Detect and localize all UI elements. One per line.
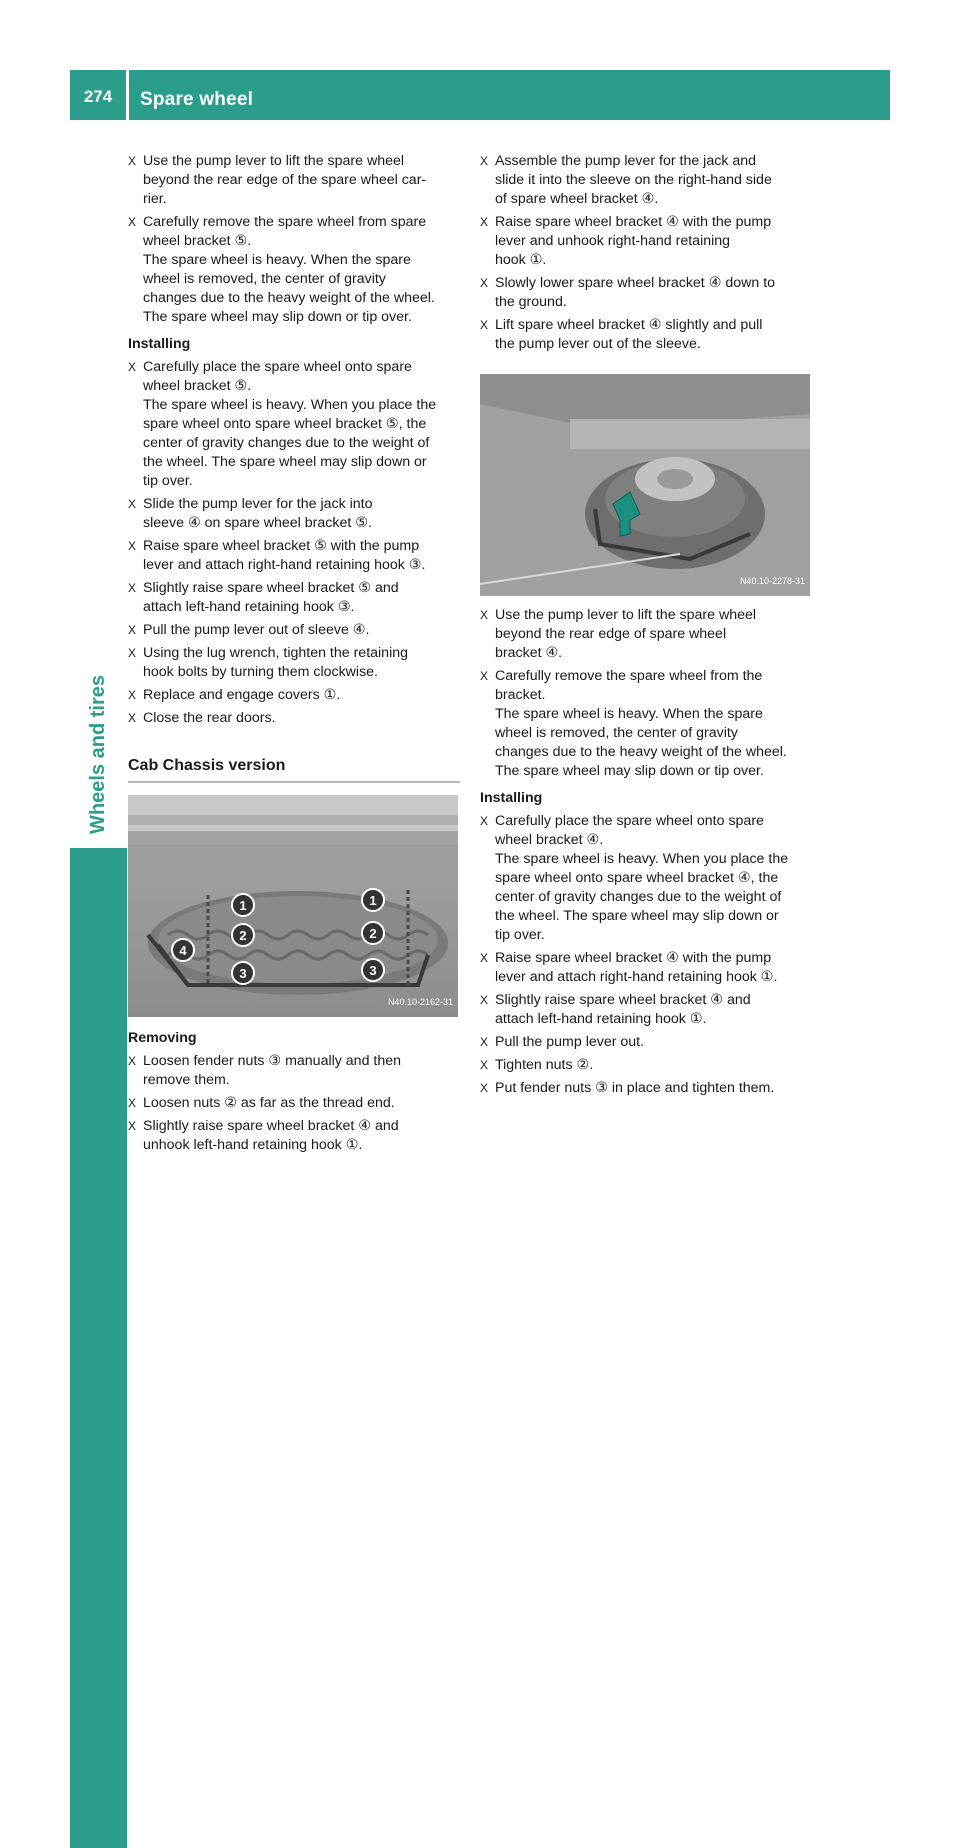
step-marker-icon: X bbox=[128, 1054, 137, 1068]
step-text-line: Carefully place the spare wheel onto spare bbox=[495, 813, 764, 829]
right-steps-1 bbox=[480, 152, 812, 354]
step-text-line: the wheel. The spare wheel may slip down or bbox=[143, 454, 427, 470]
step-marker-icon: X bbox=[480, 276, 489, 290]
instruction-step bbox=[480, 667, 812, 781]
step-text-line: wheel bracket ④. bbox=[495, 832, 604, 848]
right-steps-3 bbox=[480, 812, 812, 1098]
step-text-line: bracket. bbox=[495, 687, 546, 703]
installing-heading: Installing bbox=[480, 790, 543, 806]
step-text-line: attach left-hand retaining hook ③. bbox=[143, 599, 355, 615]
step-text-line: Slide the pump lever for the jack into bbox=[143, 496, 373, 512]
step-text-line: remove them. bbox=[143, 1072, 230, 1088]
step-text-line: hook bolts by turning them clockwise. bbox=[143, 664, 378, 680]
step-text-line: tip over. bbox=[143, 473, 193, 489]
step-marker-icon: X bbox=[128, 215, 137, 229]
figure-code: N40.10-2278-31 bbox=[739, 576, 805, 586]
step-text-line: spare wheel onto spare wheel bracket ④, the bbox=[495, 870, 779, 886]
instruction-step bbox=[128, 152, 460, 209]
instruction-step bbox=[128, 358, 460, 491]
instruction-step bbox=[480, 1079, 812, 1098]
step-text-line: Assemble the pump lever for the jack and bbox=[495, 153, 757, 169]
section-title: Spare wheel bbox=[140, 89, 254, 110]
step-text-line: Tighten nuts ②. bbox=[495, 1057, 594, 1073]
step-text-line: the wheel. The spare wheel may slip down or bbox=[495, 908, 779, 924]
installing-heading: Installing bbox=[128, 336, 191, 352]
step-text-line: hook ①. bbox=[495, 252, 547, 268]
callout-3-left bbox=[232, 962, 254, 984]
svg-text:4: 4 bbox=[179, 943, 187, 958]
step-text-line: of spare wheel bracket ④. bbox=[495, 191, 659, 207]
side-tab-label: Wheels and tires bbox=[87, 675, 109, 834]
step-text-line: Use the pump lever to lift the spare wheel bbox=[143, 153, 405, 169]
step-text-line: the ground. bbox=[495, 294, 567, 310]
step-text-line: lever and attach right-hand retaining hook ③. bbox=[143, 557, 426, 573]
van-spare-wheel-illustration bbox=[480, 374, 810, 596]
step-text-line: Close the rear doors. bbox=[143, 710, 276, 726]
step-text-line: center of gravity changes due to the weight of bbox=[495, 889, 782, 905]
step-text-line: The spare wheel is heavy. When you place the bbox=[495, 851, 789, 867]
instruction-step bbox=[128, 686, 460, 705]
step-text-line: Slightly raise spare wheel bracket ④ and bbox=[143, 1118, 399, 1134]
step-marker-icon: X bbox=[480, 993, 489, 1007]
svg-text:2: 2 bbox=[239, 928, 247, 943]
step-text-line: changes due to the heavy weight of the wheel. bbox=[143, 290, 435, 306]
step-text-line: Lift spare wheel bracket ④ slightly and pull bbox=[495, 317, 763, 333]
figure-code: N40.10-2162-31 bbox=[387, 997, 453, 1007]
callout-1-right bbox=[362, 889, 384, 911]
instruction-step bbox=[128, 621, 460, 640]
step-text-line: Carefully remove the spare wheel from spare bbox=[143, 214, 427, 230]
step-text-line: lever and attach right-hand retaining hook ①. bbox=[495, 969, 778, 985]
step-marker-icon: X bbox=[128, 646, 137, 660]
step-text-line: spare wheel onto spare wheel bracket ⑤, the bbox=[143, 416, 427, 432]
step-text-line: unhook left-hand retaining hook ①. bbox=[143, 1137, 363, 1153]
svg-text:2: 2 bbox=[369, 926, 377, 941]
step-text-line: changes due to the heavy weight of the wheel. bbox=[495, 744, 787, 760]
callout-3-right bbox=[362, 959, 384, 981]
step-marker-icon: X bbox=[128, 711, 137, 725]
step-text-line: rier. bbox=[143, 191, 167, 207]
callout-1-left bbox=[232, 894, 254, 916]
left-steps-3 bbox=[128, 1052, 460, 1155]
step-marker-icon: X bbox=[480, 318, 489, 332]
step-text-line: The spare wheel is heavy. When the spare bbox=[143, 252, 411, 268]
step-text-line: attach left-hand retaining hook ①. bbox=[495, 1011, 707, 1027]
svg-text:1: 1 bbox=[239, 898, 247, 913]
instruction-step bbox=[480, 1056, 812, 1075]
removing-heading: Removing bbox=[128, 1030, 197, 1046]
step-marker-icon: X bbox=[480, 1035, 489, 1049]
callout-4 bbox=[172, 939, 194, 961]
svg-text:3: 3 bbox=[239, 966, 247, 981]
step-text-line: Raise spare wheel bracket ④ with the pump bbox=[495, 950, 772, 966]
side-tab-block bbox=[70, 848, 127, 1848]
step-marker-icon: X bbox=[128, 154, 137, 168]
step-text-line: wheel is removed, the center of gravity bbox=[495, 725, 738, 741]
instruction-step bbox=[480, 1033, 812, 1052]
instruction-step bbox=[128, 644, 460, 682]
instruction-step bbox=[128, 1094, 460, 1113]
step-text-line: The spare wheel is heavy. When you place the bbox=[143, 397, 437, 413]
step-marker-icon: X bbox=[128, 539, 137, 553]
instruction-step bbox=[480, 949, 812, 987]
svg-text:3: 3 bbox=[369, 963, 377, 978]
step-text-line: slide it into the sleeve on the right-hand side bbox=[495, 172, 772, 188]
step-text-line: sleeve ④ on spare wheel bracket ⑤. bbox=[143, 515, 372, 531]
instruction-step bbox=[128, 709, 460, 728]
step-text-line: Use the pump lever to lift the spare wheel bbox=[495, 607, 757, 623]
step-text-line: center of gravity changes due to the weight of bbox=[143, 435, 430, 451]
step-marker-icon: X bbox=[128, 360, 137, 374]
left-steps-2 bbox=[128, 358, 460, 728]
step-marker-icon: X bbox=[480, 154, 489, 168]
step-marker-icon: X bbox=[128, 581, 137, 595]
callout-2-right bbox=[362, 922, 384, 944]
step-marker-icon: X bbox=[480, 608, 489, 622]
step-marker-icon: X bbox=[480, 951, 489, 965]
instruction-step bbox=[128, 537, 460, 575]
instruction-step bbox=[128, 213, 460, 327]
cab-chassis-heading: Cab Chassis version bbox=[128, 756, 460, 783]
step-text-line: Replace and engage covers ①. bbox=[143, 687, 341, 703]
instruction-step bbox=[480, 274, 812, 312]
instruction-step bbox=[128, 579, 460, 617]
step-text-line: Raise spare wheel bracket ④ with the pump bbox=[495, 214, 772, 230]
spare-wheel-lowered-image bbox=[480, 374, 810, 596]
step-marker-icon: X bbox=[128, 1119, 137, 1133]
right-steps-2 bbox=[480, 606, 812, 781]
step-text-line: Slightly raise spare wheel bracket ④ and bbox=[495, 992, 751, 1008]
left-steps-1 bbox=[128, 152, 460, 327]
step-text-line: the pump lever out of the sleeve. bbox=[495, 336, 701, 352]
cab-chassis-illustration bbox=[128, 795, 458, 1017]
instruction-step bbox=[480, 991, 812, 1029]
step-text-line: lever and unhook right-hand retaining bbox=[495, 233, 731, 249]
step-text-line: Slowly lower spare wheel bracket ④ down to bbox=[495, 275, 776, 291]
left-column bbox=[128, 152, 460, 1159]
step-marker-icon: X bbox=[480, 1081, 489, 1095]
step-text-line: beyond the rear edge of spare wheel bbox=[495, 626, 727, 642]
instruction-step bbox=[128, 1052, 460, 1090]
instruction-step bbox=[128, 495, 460, 533]
step-marker-icon: X bbox=[480, 215, 489, 229]
step-text-line: Pull the pump lever out of sleeve ④. bbox=[143, 622, 370, 638]
right-column bbox=[480, 152, 812, 1102]
step-text-line: wheel bracket ⑤. bbox=[143, 233, 252, 249]
step-text-line: The spare wheel may slip down or tip over. bbox=[495, 763, 764, 779]
instruction-step bbox=[480, 812, 812, 945]
step-text-line: Using the lug wrench, tighten the retaining bbox=[143, 645, 408, 661]
instruction-step bbox=[480, 316, 812, 354]
step-marker-icon: X bbox=[480, 1058, 489, 1072]
step-text-line: tip over. bbox=[495, 927, 545, 943]
instruction-step bbox=[480, 606, 812, 663]
step-marker-icon: X bbox=[480, 814, 489, 828]
step-marker-icon: X bbox=[480, 669, 489, 683]
instruction-step bbox=[480, 213, 812, 270]
instruction-step bbox=[480, 152, 812, 209]
step-text-line: wheel is removed, the center of gravity bbox=[143, 271, 386, 287]
step-text-line: Carefully place the spare wheel onto spare bbox=[143, 359, 412, 375]
step-text-line: bracket ④. bbox=[495, 645, 563, 661]
step-marker-icon: X bbox=[128, 1096, 137, 1110]
step-text-line: wheel bracket ⑤. bbox=[143, 378, 252, 394]
step-marker-icon: X bbox=[128, 688, 137, 702]
instruction-step bbox=[128, 1117, 460, 1155]
step-marker-icon: X bbox=[128, 623, 137, 637]
step-text-line: Raise spare wheel bracket ⑤ with the pump bbox=[143, 538, 420, 554]
spare-wheel-under-chassis-image bbox=[128, 795, 458, 1017]
step-marker-icon: X bbox=[128, 497, 137, 511]
step-text-line: The spare wheel may slip down or tip over. bbox=[143, 309, 412, 325]
callout-2-left bbox=[232, 924, 254, 946]
page-number: 274 bbox=[83, 87, 113, 106]
step-text-line: Loosen fender nuts ③ manually and then bbox=[143, 1053, 402, 1069]
step-text-line: beyond the rear edge of the spare wheel car- bbox=[143, 172, 427, 188]
step-text-line: Slightly raise spare wheel bracket ⑤ and bbox=[143, 580, 399, 596]
step-text-line: Carefully remove the spare wheel from the bbox=[495, 668, 763, 684]
step-text-line: Put fender nuts ③ in place and tighten them. bbox=[495, 1080, 775, 1096]
side-tab bbox=[70, 120, 127, 840]
step-text-line: Loosen nuts ② as far as the thread end. bbox=[143, 1095, 395, 1111]
svg-text:1: 1 bbox=[369, 893, 377, 908]
step-text-line: Pull the pump lever out. bbox=[495, 1034, 645, 1050]
step-text-line: The spare wheel is heavy. When the spare bbox=[495, 706, 763, 722]
header-divider bbox=[126, 70, 129, 120]
